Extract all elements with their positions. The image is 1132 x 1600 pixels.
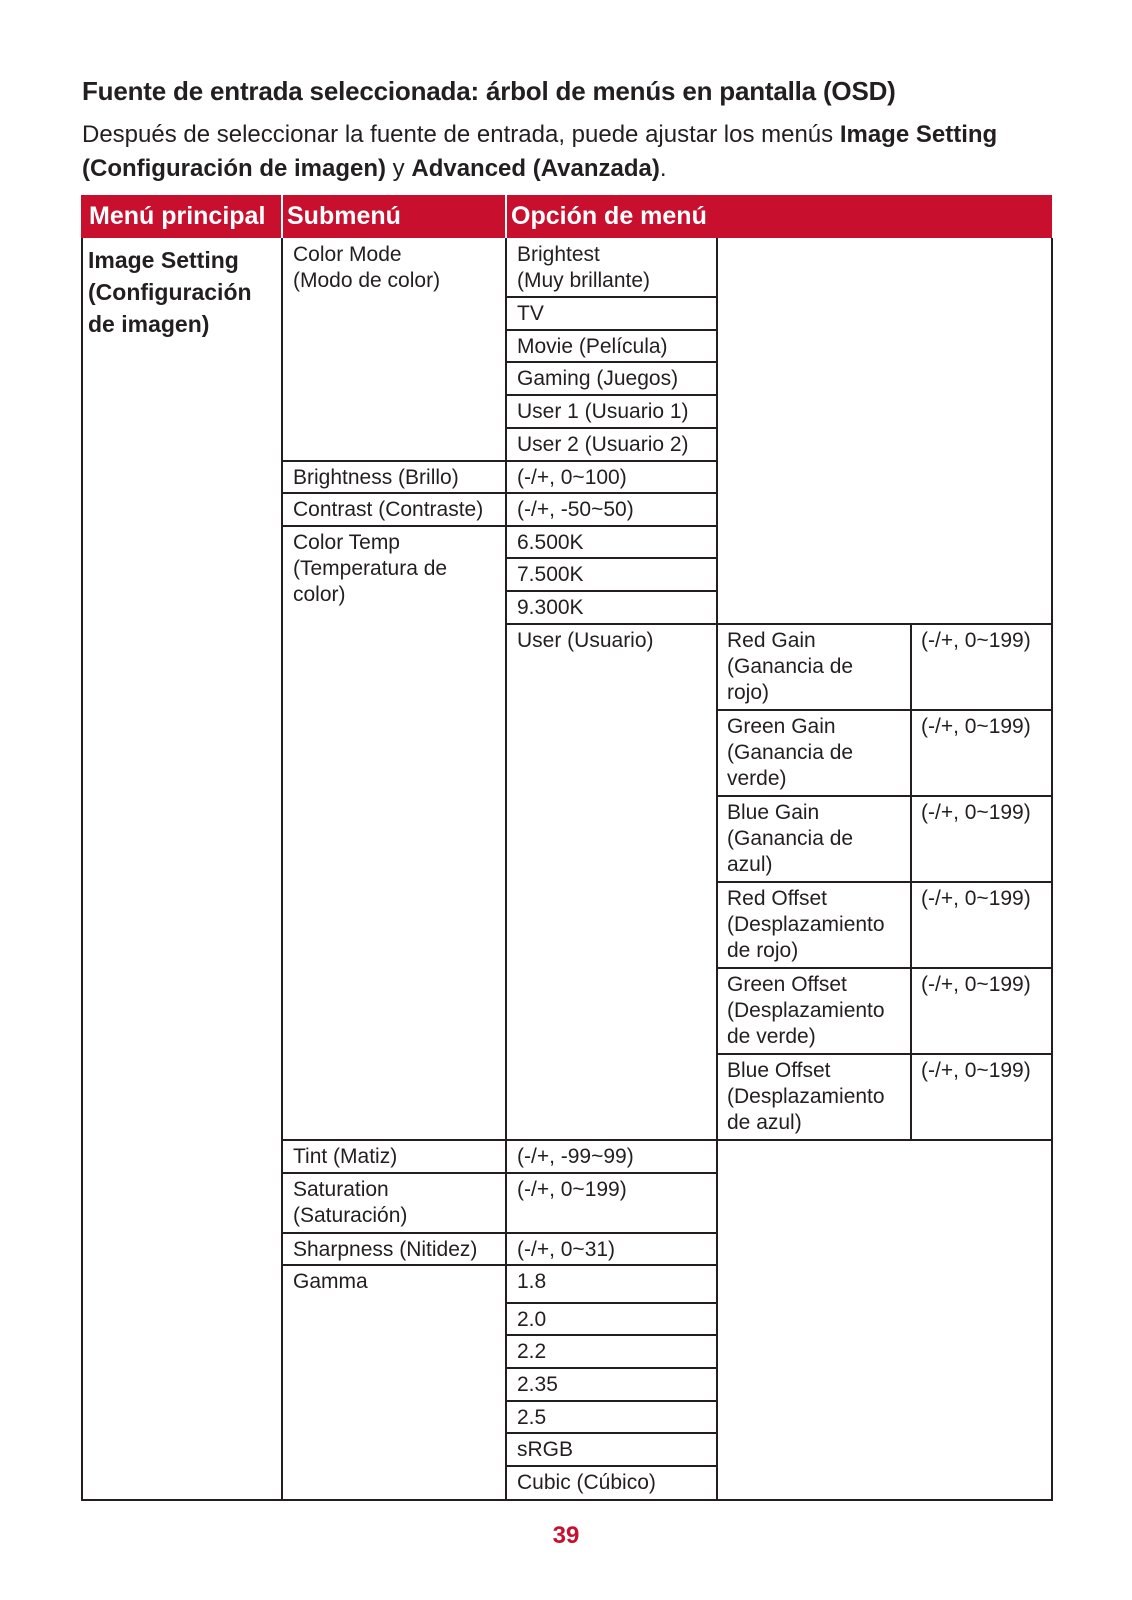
- table-border: [281, 1232, 506, 1234]
- option-gamma-2-0: 2.0: [517, 1308, 547, 1331]
- table-border: [281, 492, 506, 494]
- submenu-saturation: Saturation (Saturación): [293, 1178, 408, 1227]
- table-border: [281, 460, 506, 462]
- table-border: [81, 1499, 1053, 1501]
- submenu-color-mode: Color Mode (Modo de color): [293, 243, 441, 292]
- user-gain-label: Blue Gain (Ganancia de azul): [727, 801, 854, 876]
- table-border: [716, 709, 1053, 711]
- intro-paragraph: [82, 118, 1062, 186]
- table-border: [716, 967, 1053, 969]
- user-gain-range: (-/+, 0~199): [921, 887, 1031, 910]
- table-border: [505, 361, 717, 363]
- submenu-color-temp: Color Temp (Temperatura de color): [293, 531, 448, 606]
- table-border: [716, 881, 1053, 883]
- table-border: [716, 795, 1053, 797]
- table-border: [505, 427, 717, 429]
- option-brightness-range: (-/+, 0~100): [517, 466, 627, 489]
- header-submenu: Submenú: [287, 202, 401, 230]
- option-temp-9300: 9.300K: [517, 596, 584, 619]
- user-gain-range: (-/+, 0~199): [921, 1059, 1031, 1082]
- table-border: [505, 1334, 717, 1336]
- option-tv: TV: [517, 302, 544, 325]
- submenu-tint: Tint (Matiz): [293, 1145, 398, 1168]
- submenu-brightness: Brightness (Brillo): [293, 466, 459, 489]
- user-gain-range: (-/+, 0~199): [921, 801, 1031, 824]
- table-border: [505, 1264, 717, 1266]
- table-border: [505, 1172, 717, 1174]
- table-border: [281, 238, 283, 1500]
- submenu-sharpness: Sharpness (Nitidez): [293, 1238, 478, 1261]
- table-border: [505, 557, 717, 559]
- table-border: [505, 1232, 717, 1234]
- header-divider-1: [281, 195, 283, 238]
- option-gamma-srgb: sRGB: [517, 1438, 574, 1461]
- user-gain-label: Green Offset (Desplazamiento de verde): [727, 973, 885, 1048]
- table-border: [505, 394, 717, 396]
- table-border: [505, 329, 717, 331]
- option-gaming: Gaming (Juegos): [517, 367, 679, 390]
- user-gain-range: (-/+, 0~199): [921, 629, 1031, 652]
- option-user2: User 2 (Usuario 2): [517, 433, 689, 456]
- header-divider-2: [505, 195, 507, 238]
- page-number: 39: [552, 1522, 580, 1549]
- table-border: [505, 1432, 717, 1434]
- table-border: [505, 460, 717, 462]
- table-border: [505, 623, 1053, 625]
- table-border: [505, 1367, 717, 1369]
- header-menu-option: Opción de menú: [511, 202, 707, 230]
- option-user1: User 1 (Usuario 1): [517, 400, 689, 423]
- table-border: [505, 1465, 717, 1467]
- option-temp-user: User (Usuario): [517, 629, 654, 652]
- option-gamma-cubic: Cubic (Cúbico): [517, 1471, 656, 1494]
- intro-bold-image-setting: Image Setting (Configuración de imagen): [82, 121, 998, 182]
- option-gamma-2-35: 2.35: [517, 1373, 558, 1396]
- table-border: [505, 492, 717, 494]
- option-contrast-range: (-/+, -50~50): [517, 498, 634, 521]
- user-gain-label: Blue Offset (Desplazamiento de azul): [727, 1059, 885, 1134]
- submenu-contrast: Contrast (Contraste): [293, 498, 484, 521]
- option-sharpness-range: (-/+, 0~31): [517, 1238, 616, 1261]
- table-border: [281, 1139, 506, 1141]
- option-gamma-2-5: 2.5: [517, 1406, 547, 1429]
- option-brightest: Brightest (Muy brillante): [517, 243, 651, 292]
- option-movie: Movie (Película): [517, 335, 668, 358]
- user-gain-range: (-/+, 0~199): [921, 973, 1031, 996]
- intro-bold-advanced: Advanced (Avanzada): [411, 155, 660, 182]
- table-border: [1051, 238, 1053, 1500]
- intro-suffix: .: [659, 155, 667, 182]
- intro-prefix: Después de seleccionar la fuente de entrada, puede ajustar los menús: [82, 121, 840, 148]
- table-border: [505, 590, 717, 592]
- table-border: [281, 1172, 506, 1174]
- table-border: [505, 1400, 717, 1402]
- option-saturation-range: (-/+, 0~199): [517, 1178, 627, 1201]
- submenu-gamma: Gamma: [293, 1270, 368, 1293]
- table-border: [281, 1264, 506, 1266]
- user-gain-label: Red Offset (Desplazamiento de rojo): [727, 887, 885, 962]
- intro-middle: y: [386, 155, 412, 182]
- table-border: [81, 238, 83, 1500]
- user-gain-label: Green Gain (Ganancia de verde): [727, 715, 854, 790]
- option-gamma-2-2: 2.2: [517, 1340, 547, 1363]
- main-menu-image-setting: Image Setting (Configuración de imagen): [88, 247, 252, 337]
- table-border: [505, 296, 717, 298]
- option-tint-range: (-/+, -99~99): [517, 1145, 634, 1168]
- option-temp-7500: 7.500K: [517, 563, 584, 586]
- table-border: [505, 1139, 1053, 1141]
- table-border: [716, 1053, 1053, 1055]
- table-border: [505, 1302, 717, 1304]
- page-title: Fuente de entrada seleccionada: árbol de menús en pantalla (OSD): [82, 76, 896, 106]
- user-gain-range: (-/+, 0~199): [921, 715, 1031, 738]
- option-gamma-1-8: 1.8: [517, 1270, 547, 1293]
- option-temp-6500: 6.500K: [517, 531, 584, 554]
- user-gain-label: Red Gain (Ganancia de rojo): [727, 629, 854, 704]
- table-border: [505, 525, 717, 527]
- table-border: [281, 525, 506, 527]
- header-main-menu: Menú principal: [89, 202, 266, 230]
